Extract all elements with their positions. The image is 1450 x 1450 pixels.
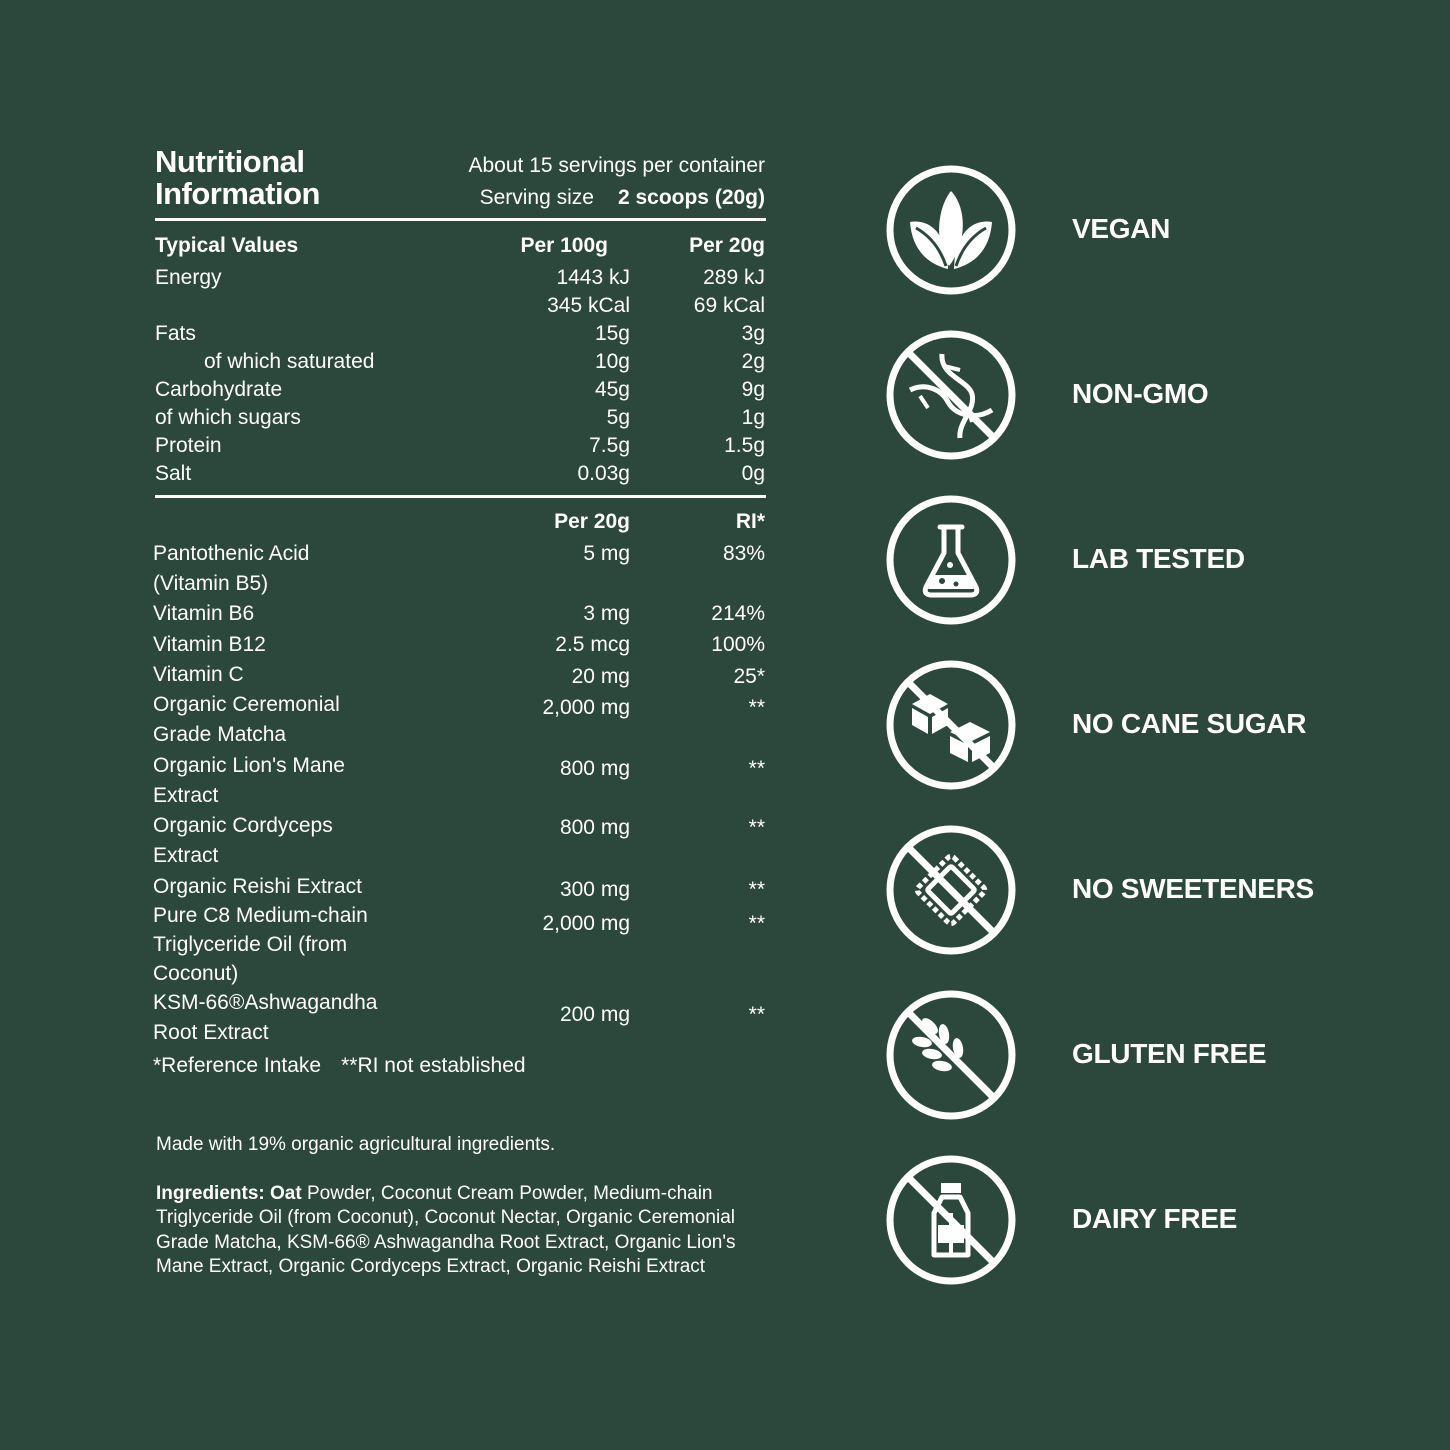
active-label-line2: Extract <box>153 844 219 867</box>
active-ri: ** <box>748 757 765 780</box>
claim-no-cane-sugar: NO CANE SUGAR <box>1072 708 1307 739</box>
claim-gluten-free: GLUTEN FREE <box>1072 1038 1267 1069</box>
col-header-per-20g: Per 20g <box>554 510 630 533</box>
active-ri: ** <box>748 878 765 901</box>
nutrient-per100: 45g <box>594 378 630 401</box>
active-label: Organic Cordyceps <box>153 814 333 837</box>
active-amount: 3 mg <box>583 602 630 625</box>
nutrient-per20: 9g <box>741 378 765 401</box>
nutrient-per20: 1g <box>741 406 765 429</box>
active-ri: ** <box>748 1003 765 1026</box>
nutrient-label: of which saturated <box>204 350 375 373</box>
claim-vegan: VEGAN <box>1072 213 1171 244</box>
nutrient-label: Carbohydrate <box>155 378 283 401</box>
active-label-line3: Coconut) <box>153 962 239 985</box>
serving-size <box>480 186 765 210</box>
col-header-typical-values: Typical Values <box>155 234 299 257</box>
active-ri: ** <box>748 912 765 935</box>
sweetener-packet-crossed-icon <box>886 825 1016 955</box>
active-label: Vitamin C <box>153 663 244 686</box>
leaves-icon <box>886 165 1016 295</box>
nutrient-per20: 0g <box>741 462 765 485</box>
wheat-crossed-icon <box>886 990 1016 1120</box>
nutrient-per20: 1.5g <box>724 434 765 457</box>
panel-title: Nutritional Information <box>155 144 320 211</box>
nutrient-per100: 10g <box>594 350 630 373</box>
nutrient-label: Fats <box>155 322 196 345</box>
active-label-line2: Grade Matcha <box>153 723 287 746</box>
claim-non-gmo: NON-GMO <box>1072 378 1209 409</box>
ingredients-text: Powder, Coconut Cream Powder, Medium-chain Triglyceride Oil (from Coconut), Coconut Nectar, Organic Ceremonial Grade Matcha, KSM-66® Ashwagandha Root Extract, Organic Lion's Mane Extract, Organic Cordyceps Extract, Organic Reishi Extract <box>156 1183 736 1278</box>
active-label: KSM-66®Ashwagandha <box>153 991 378 1014</box>
nutrient-per20: 69 kCal <box>693 294 765 317</box>
nutrient-per20: 3g <box>741 322 765 345</box>
active-label-line2: Triglyceride Oil (from <box>153 933 348 956</box>
active-amount: 2.5 mcg <box>555 633 630 656</box>
active-ri: ** <box>748 696 765 719</box>
table-divider <box>155 495 766 498</box>
active-amount: 300 mg <box>559 878 630 901</box>
claim-dairy-free: DAIRY FREE <box>1072 1203 1238 1234</box>
ri-footnote <box>153 1054 526 1078</box>
nutrient-per20: 2g <box>741 350 765 373</box>
claim-lab-tested: LAB TESTED <box>1072 543 1245 574</box>
active-label-line2: (Vitamin B5) <box>153 572 269 595</box>
footnote-reference-intake: *Reference Intake <box>153 1054 322 1077</box>
ingredients-label: Ingredients: Oat <box>156 1183 302 1204</box>
sugar-cubes-crossed-icon <box>886 660 1016 790</box>
active-ri: 214% <box>711 602 765 625</box>
active-amount: 800 mg <box>559 816 630 839</box>
active-label: Pure C8 Medium-chain <box>153 904 368 927</box>
active-ri: 83% <box>722 542 765 565</box>
active-label: Vitamin B12 <box>153 633 266 656</box>
nutrient-per20: 289 kJ <box>703 266 765 289</box>
nutrient-per100: 15g <box>594 322 630 345</box>
col-header-per-100g: Per 100g <box>520 234 608 257</box>
active-label-line2: Root Extract <box>153 1021 269 1044</box>
nutrient-label: Salt <box>155 462 192 485</box>
claim-no-sweeteners: NO SWEETENERS <box>1072 873 1314 904</box>
active-ri: 100% <box>711 633 765 656</box>
serving-size-value: 2 scoops (20g) <box>617 186 765 209</box>
active-label: Organic Reishi Extract <box>153 875 362 898</box>
active-label-line2: Extract <box>153 784 219 807</box>
active-label: Organic Ceremonial <box>153 693 340 716</box>
active-ri: 25* <box>733 665 765 688</box>
active-amount: 200 mg <box>559 1003 630 1026</box>
nutrient-per100: 0.03g <box>577 462 630 485</box>
active-label: Organic Lion's Mane <box>153 754 345 777</box>
serving-size-label: Serving size <box>479 186 594 209</box>
nutrient-per100: 5g <box>606 406 630 429</box>
active-amount: 20 mg <box>571 665 630 688</box>
ingredients-list <box>156 1182 756 1280</box>
col-header-per-20g: Per 20g <box>689 234 765 257</box>
milk-carton-crossed-icon <box>886 1155 1016 1285</box>
active-label: Vitamin B6 <box>153 602 255 625</box>
footnote-ri-not-established: **RI not established <box>341 1054 526 1077</box>
servings-per-container: About 15 servings per container <box>468 154 765 177</box>
nutrient-label: of which sugars <box>155 406 301 429</box>
active-amount: 2,000 mg <box>542 912 630 935</box>
nutrient-per100: 345 kCal <box>547 294 630 317</box>
nutrient-label: Energy <box>155 266 222 289</box>
active-ri: ** <box>748 816 765 839</box>
dna-crossed-icon <box>886 330 1016 460</box>
nutrient-per100: 7.5g <box>589 434 630 457</box>
active-amount: 2,000 mg <box>542 696 630 719</box>
header-divider <box>155 218 766 221</box>
flask-icon <box>886 495 1016 625</box>
active-label: Pantothenic Acid <box>153 542 310 565</box>
active-amount: 800 mg <box>559 757 630 780</box>
active-amount: 5 mg <box>583 542 630 565</box>
col-header-ri: RI* <box>735 510 765 533</box>
nutrient-per100: 1443 kJ <box>556 266 630 289</box>
organic-note: Made with 19% organic agricultural ingredients. <box>156 1134 556 1155</box>
nutrient-label: Protein <box>155 434 222 457</box>
